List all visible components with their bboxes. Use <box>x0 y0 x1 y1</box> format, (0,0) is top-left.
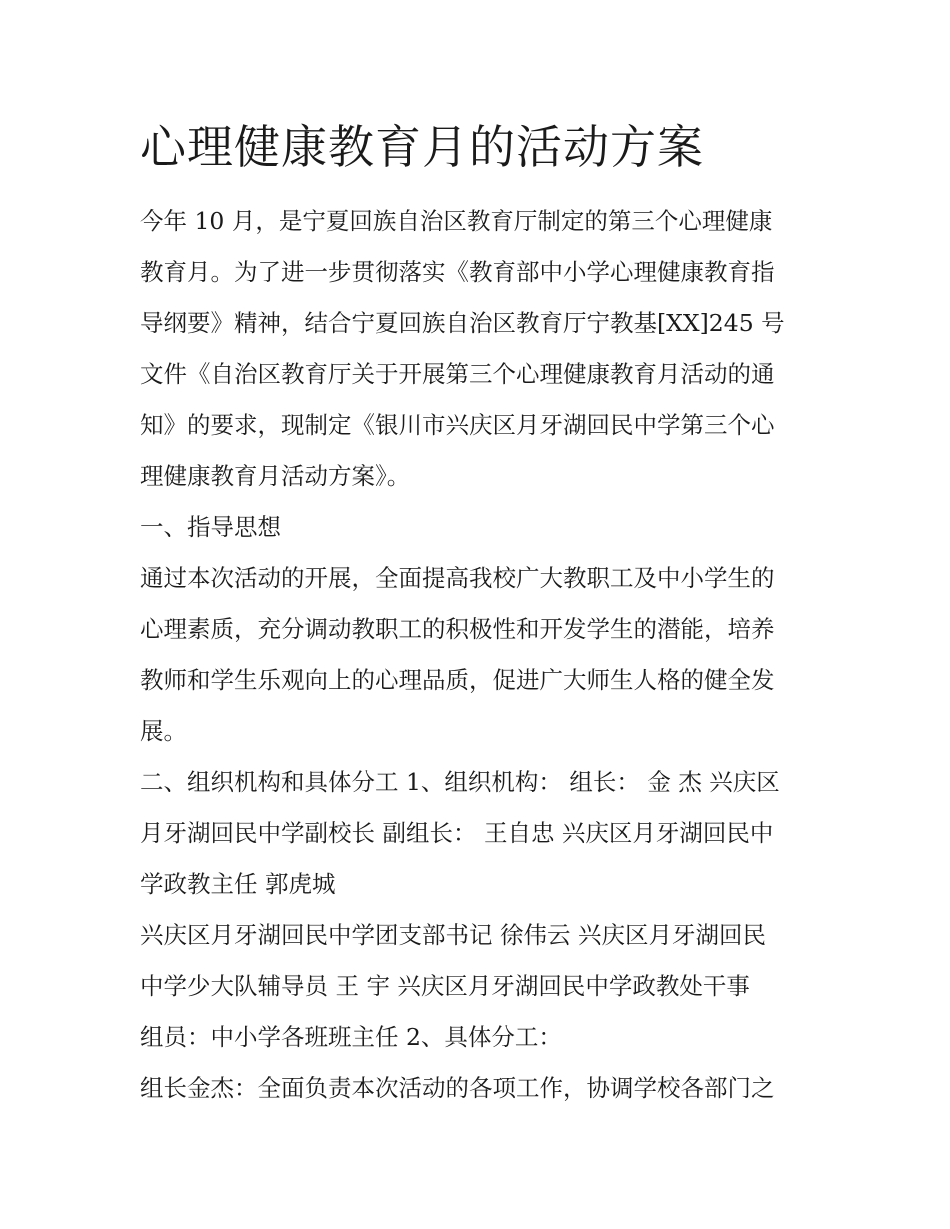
body-line: 展。 <box>140 717 187 745</box>
section-heading-guiding-principle: 一、指导思想 <box>140 513 281 541</box>
section-heading-organization: 二、组织机构和具体分工 1、组织机构： 组长： 金 杰 兴庆区 <box>140 768 780 796</box>
body-line: 教师和学生乐观向上的心理品质，促进广大师生人格的健全发 <box>140 666 775 694</box>
document-title: 心理健康教育月的活动方案 <box>140 120 704 174</box>
body-line: 导纲要》精神，结合宁夏回族自治区教育厅宁教基[XX]245 号 <box>140 309 785 337</box>
body-line: 学政教主任 郭虎城 <box>140 870 336 898</box>
body-line: 兴庆区月牙湖回民中学团支部书记 徐伟云 兴庆区月牙湖回民 <box>140 921 766 949</box>
document-body <box>140 196 830 1114</box>
body-line: 理健康教育月活动方案》。 <box>140 462 411 490</box>
body-line: 月牙湖回民中学副校长 副组长： 王自忠 兴庆区月牙湖回民中 <box>140 819 774 847</box>
body-line: 组员：中小学各班班主任 2、具体分工： <box>140 1023 562 1051</box>
body-line: 教育月。为了进一步贯彻落实《教育部中小学心理健康教育指 <box>140 258 775 286</box>
body-line: 通过本次活动的开展，全面提高我校广大教职工及中小学生的 <box>140 564 775 592</box>
body-line: 组长金杰：全面负责本次活动的各项工作，协调学校各部门之 <box>140 1074 775 1102</box>
body-line: 知》的要求，现制定《银川市兴庆区月牙湖回民中学第三个心 <box>140 411 775 439</box>
body-line: 中学少大队辅导员 王 宇 兴庆区月牙湖回民中学政教处干事 <box>140 972 750 1000</box>
body-line: 心理素质，充分调动教职工的积极性和开发学生的潜能，培养 <box>140 615 775 643</box>
body-line: 今年 10 月，是宁夏回族自治区教育厅制定的第三个心理健康 <box>140 207 773 235</box>
body-line: 文件《自治区教育厅关于开展第三个心理健康教育月活动的通 <box>140 360 775 388</box>
